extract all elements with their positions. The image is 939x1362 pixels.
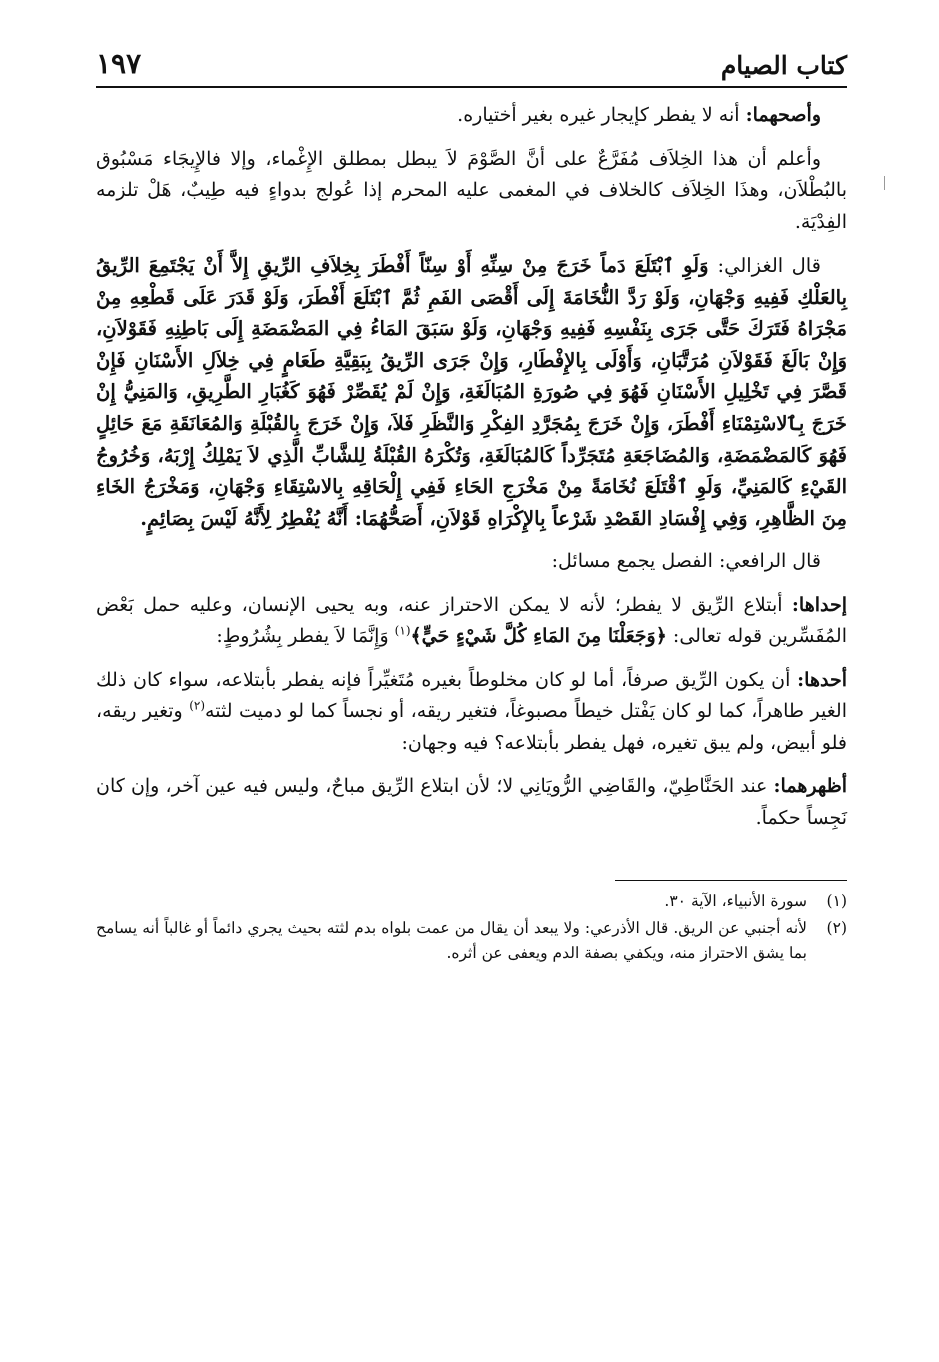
paragraph-lead: إحداها: xyxy=(791,593,847,616)
footnote xyxy=(96,916,847,966)
margin-mark xyxy=(884,176,885,190)
paragraph-text: أنه لا يفطر كإيجار غيره بغير أختياره. xyxy=(457,104,746,126)
paragraph xyxy=(96,665,847,760)
paragraph-lead: قال الغزالي: xyxy=(717,254,821,277)
running-title: كتاب الصيام xyxy=(720,51,847,80)
paragraph-text: وتغير ريقه، فلو أبيض، ولم يبق تغيره، فهل يفطر بأبتلاعه؟ فيه وجهان: xyxy=(96,700,847,754)
paragraph-text: أن يكون الرِّيق صرفاً، أما لو كان مخلوطاً بغيره مُتَغيِّراً فإنه يفطر بأبتلاعه، سواء كان ذلك الغير طاهراً، كما لو كان يَفْتل خيطاً مصبوغاً، فتغير ريقه، أو نجساً كما لو دميت لثته xyxy=(96,668,847,723)
matn-paragraph xyxy=(96,250,847,534)
paragraph xyxy=(96,144,847,239)
paragraph xyxy=(96,590,847,653)
footnote-ref: (٢) xyxy=(189,699,206,714)
paragraph-lead: أحدها: xyxy=(797,668,847,691)
footnote-text: سورة الأنبياء، الآية ٣٠. xyxy=(664,892,807,911)
paragraph-text: عند الحَنَّاطِيّ، والقَاضِي الرُّويَانِي لا؛ لأن ابتلاع الرِّيق مباحٌ، وليس فيه عين آخر، وإن كان نَجِساً حكماً. xyxy=(96,775,847,829)
paragraph xyxy=(96,546,847,578)
page-body xyxy=(96,100,847,834)
footnote-rule xyxy=(615,880,847,881)
quran-quote: ﴿وَجَعَلْنَا مِنَ المَاءِ كُلَّ شَيْءٍ حَيٍّ﴾ xyxy=(410,625,667,648)
footnote-number: (٢) xyxy=(826,919,847,938)
paragraph-text: وأعلم أن هذا الخِلاَف مُفَرَّعٌ على أنَّ الصَّوْمَ لاَ يبطل بمطلق الإِغْماء، وإلا فالإِيجَاء مَسْبُوق بالبُطْلاَن، وهذَا الخِلاَف كالخلاف في المغمى عليه المحرم إذا عُولج بدواءٍ فيه طِيبٌ، هَلْ تلزمه الفِدْيَة. xyxy=(96,147,847,233)
matn-text: وَلَوِ ٱبْتَلَعَ دَماً خَرَجَ مِنْ سِنِّهِ أَوْ سِنّاً أَفْطَرَ بِخِلاَفِ الرِّيقِ إِلاَّ أَنْ يَجْتَمِعَ الرِّيقُ بِالعَلْكِ فَفِيهِ وَجْهَانِ، وَلَوْ رَدَّ النُّخَامَةَ إِلَى أَقْصَى الفَمِ ثُمَّ ٱبْتَلَعَ أَفْطَرَ، وَلَوْ قَدَرَ عَلَى قَطْعِهِ مِنْ مَجْرَاهُ فَتَرَكَ حَتَّى جَرَى بِنَفْسِهِ فَفِيهِ وَجْهَانِ، وَلَوْ سَبَقَ المَاءُ فِي المَضْمَضَةِ إِلَى بَاطِنِهِ فَقَوْلاَنِ، وَإِنْ بَالَغَ فَقَوْلاَنِ مُرَتَّبَانِ، وَأَوْلَى بِالإِفْطَارِ، وَإِنْ جَرَى الرِّيقُ بِبَقِيَّةِ طَعَامٍ فِي خِلاَلِ الأَسْنَانِ فَإِنْ قَصَّرَ فِي تَخْلِيلِ الأَسْنَانِ فَهُوَ فِي صُورَةِ المُبَالَغَةِ، وَإِنْ لَمْ يُقَصِّرْ فَهُوَ كَغُبَارِ الطَّرِيقِ، وَالمَنِيُّ إِنْ خَرَجَ بِٱلاسْتِمْنَاءِ أَفْطَرَ، وَإِنْ خَرَجَ بِمُجَرَّدِ الفِكْرِ وَالنَّظَرِ فَلاَ، وَإِنْ خَرَجَ بِالقُبْلَةِ وَالمُعَانَقَةِ مَعَ حَائِلٍ فَهُوَ كَالمَضْمَضَةِ، وَالمُضَاجَعَةِ مُتَجَرِّداً كَالمُبَالَغَةِ، وَتُكْرَهُ القُبْلَةُ لِلشَّابِّ الَّذِي لاَ يَمْلِكُ إِرْبَهُ، وَخُرُوجُ القَيْءِ كَالمَنِيِّ، وَلَوِ ٱقْتَلَعَ نُخَامَةً مِنْ مَخْرَجِ الحَاءِ فَفِي إِلْحَاقِهِ بِالاسْتِقَاءِ وَجْهَانِ، وَمَخْرَجُ الخَاءِ مِنَ الظَّاهِرِ، وَفِي إِفْسَادِ القَصْدِ شَرْعاً بِالإِكْرَاهِ قَوْلاَنِ، أَصَحُّهُمَا: أَنَّهُ يُفْطِرُ لِأَنَّهُ لَيْسَ بِصَائِمٍ. xyxy=(96,254,847,530)
footnote-separator xyxy=(96,846,847,889)
paragraph xyxy=(96,771,847,834)
paragraph-lead: أظهرهما: xyxy=(773,775,847,798)
footnote-number: (١) xyxy=(826,892,847,911)
paragraph-text: الفصل يجمع مسائل: xyxy=(551,550,719,573)
page-header xyxy=(96,40,847,88)
footnote-ref: (١) xyxy=(394,624,411,639)
paragraph-text: أبتلاع الرِّيق لا يفطر؛ لأنه لا يمكن الاحتراز عنه، وبه يحيى الإنسان، وعليه حمل بَعْض المُفَسِّرين قوله تعالى: xyxy=(96,593,847,648)
paragraph xyxy=(96,100,847,132)
footnote xyxy=(96,889,847,914)
page-number: ١٩٧ xyxy=(96,47,142,80)
paragraph-lead: وأصحهما: xyxy=(745,104,821,126)
paragraph-text: وَإِنَّمَا لاَ يفطر بِشُرُوطٍ: xyxy=(216,625,395,648)
paragraph-lead: قال الرافعي: xyxy=(718,550,821,573)
footnote-text: لأنه أجنبي عن الريق. قال الأذرعي: ولا يبعد أن يقال من عمت بلواه بدم لثته بحيث يجري دائماً أو غالباً أنه يسامح بما يشق الاحتراز منه، ويكفي بصفة الدم ويعفى عن أثره. xyxy=(96,919,807,963)
footnotes xyxy=(96,889,847,966)
